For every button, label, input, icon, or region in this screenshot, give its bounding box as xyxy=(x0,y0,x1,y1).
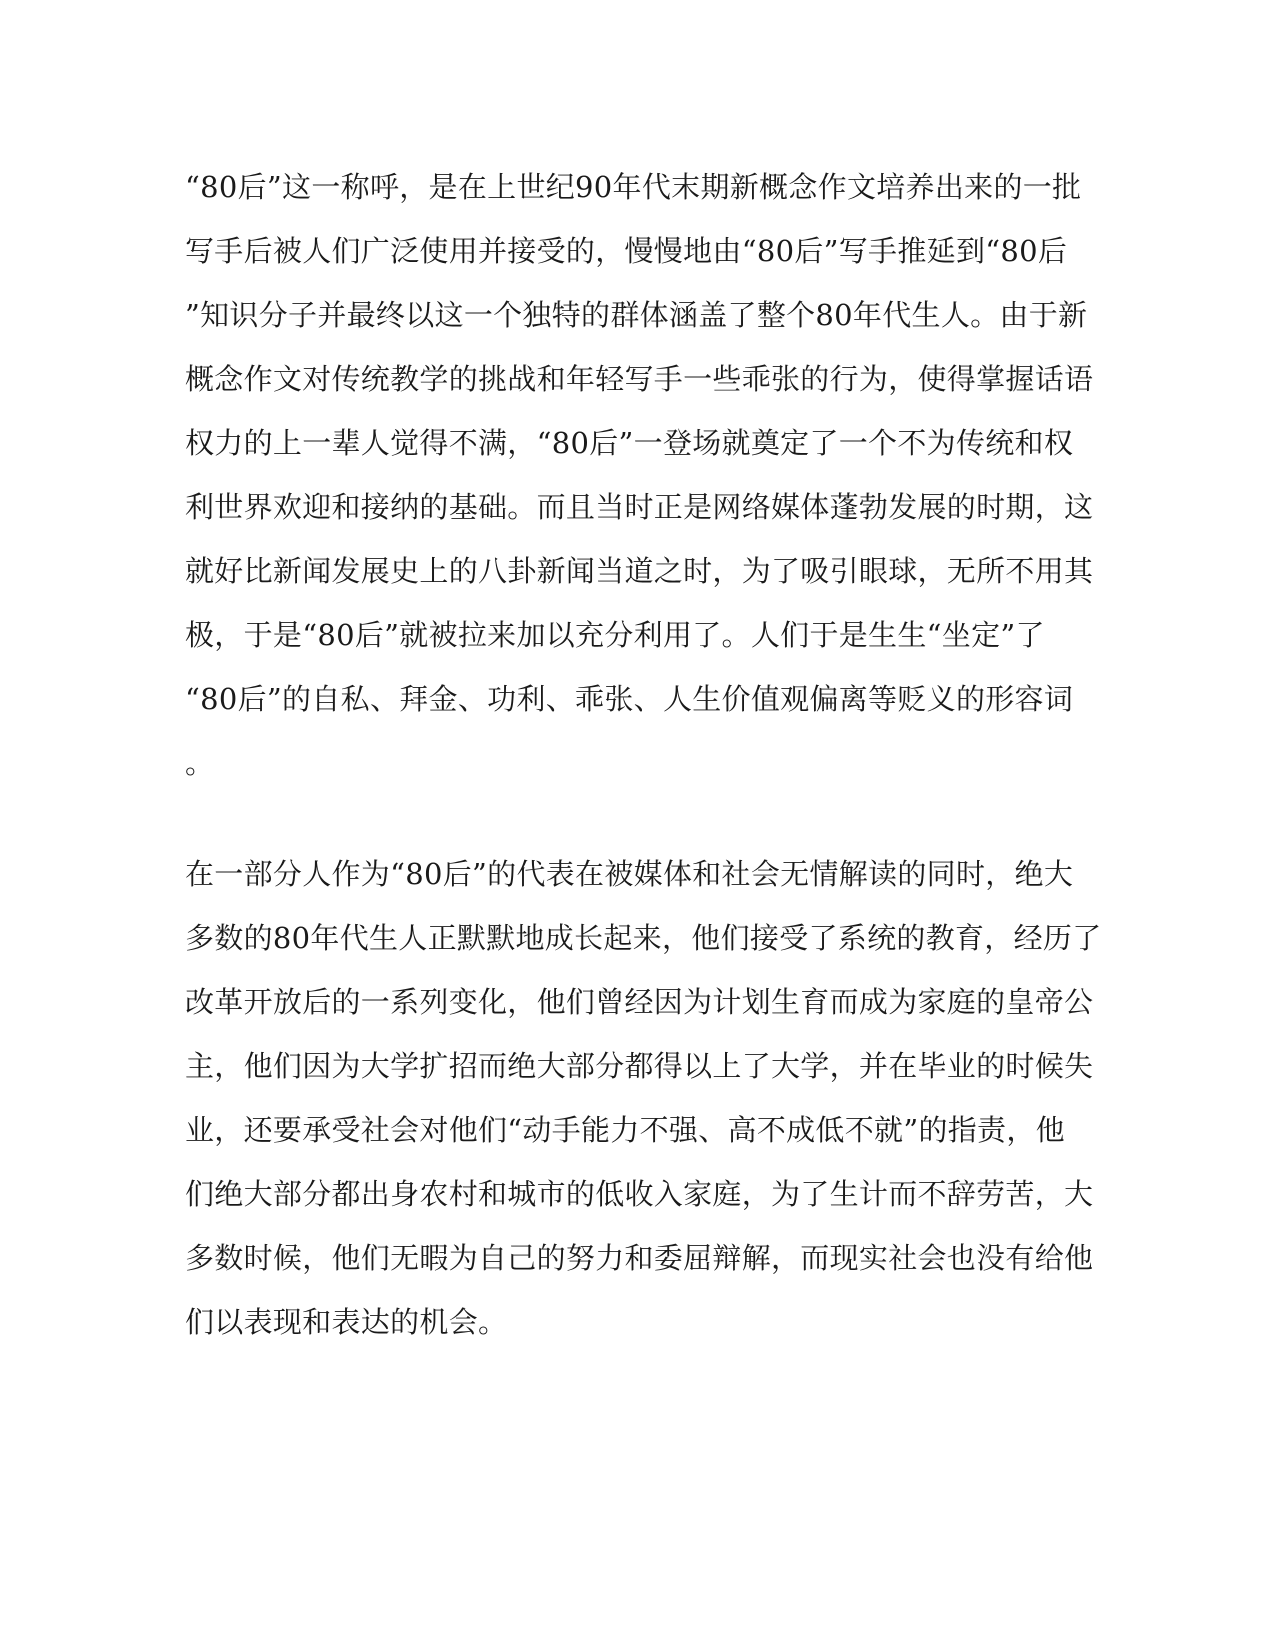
paragraph-line: 极，于是“80后”就被拉来加以充分利用了。人们于是生生“坐定”了 xyxy=(185,618,1045,652)
paragraph-line: 就好比新闻发展史上的八卦新闻当道之时，为了吸引眼球，无所不用其 xyxy=(185,554,1094,588)
paragraph-line: 在一部分人作为“80后”的代表在被媒体和社会无情解读的同时，绝大 xyxy=(185,857,1074,891)
paragraph-line: 权力的上一辈人觉得不满，“80后”一登场就奠定了一个不为传统和权 xyxy=(185,426,1074,460)
paragraph-line: 们绝大部分都出身农村和城市的低收入家庭，为了生计而不辞劳苦，大 xyxy=(185,1177,1094,1211)
paragraph-1 xyxy=(185,155,1094,795)
paragraph-line: 们以表现和表达的机会。 xyxy=(185,1305,508,1339)
paragraph-line: 多数的80年代生人正默默地成长起来，他们接受了系统的教育，经历了 xyxy=(185,921,1102,955)
paragraph-line: “80后”的自私、拜金、功利、乖张、人生价值观偏离等贬义的形容词 xyxy=(185,682,1074,716)
paragraph-line: 主，他们因为大学扩招而绝大部分都得以上了大学，并在毕业的时候失 xyxy=(185,1049,1094,1083)
paragraph-line: 写手后被人们广泛使用并接受的，慢慢地由“80后”写手推延到“80后 xyxy=(185,234,1068,268)
paragraph-line: 多数时候，他们无暇为自己的努力和委屈辩解，而现实社会也没有给他 xyxy=(185,1241,1094,1275)
paragraph-line: ”知识分子并最终以这一个独特的群体涵盖了整个80年代生人。由于新 xyxy=(185,298,1088,332)
paragraph-line: 业，还要承受社会对他们“动手能力不强、高不成低不就”的指责，他 xyxy=(185,1113,1065,1147)
paragraph-line: 改革开放后的一系列变化，他们曾经因为计划生育而成为家庭的皇帝公 xyxy=(185,985,1094,1019)
paragraph-line: 利世界欢迎和接纳的基础。而且当时正是网络媒体蓬勃发展的时期，这 xyxy=(185,490,1094,524)
paragraph-2 xyxy=(185,842,1102,1354)
paragraph-line: 。 xyxy=(185,746,215,780)
paragraph-line: 概念作文对传统教学的挑战和年轻写手一些乖张的行为，使得掌握话语 xyxy=(185,362,1094,396)
paragraph-line: “80后”这一称呼，是在上世纪90年代末期新概念作文培养出来的一批 xyxy=(185,170,1082,204)
